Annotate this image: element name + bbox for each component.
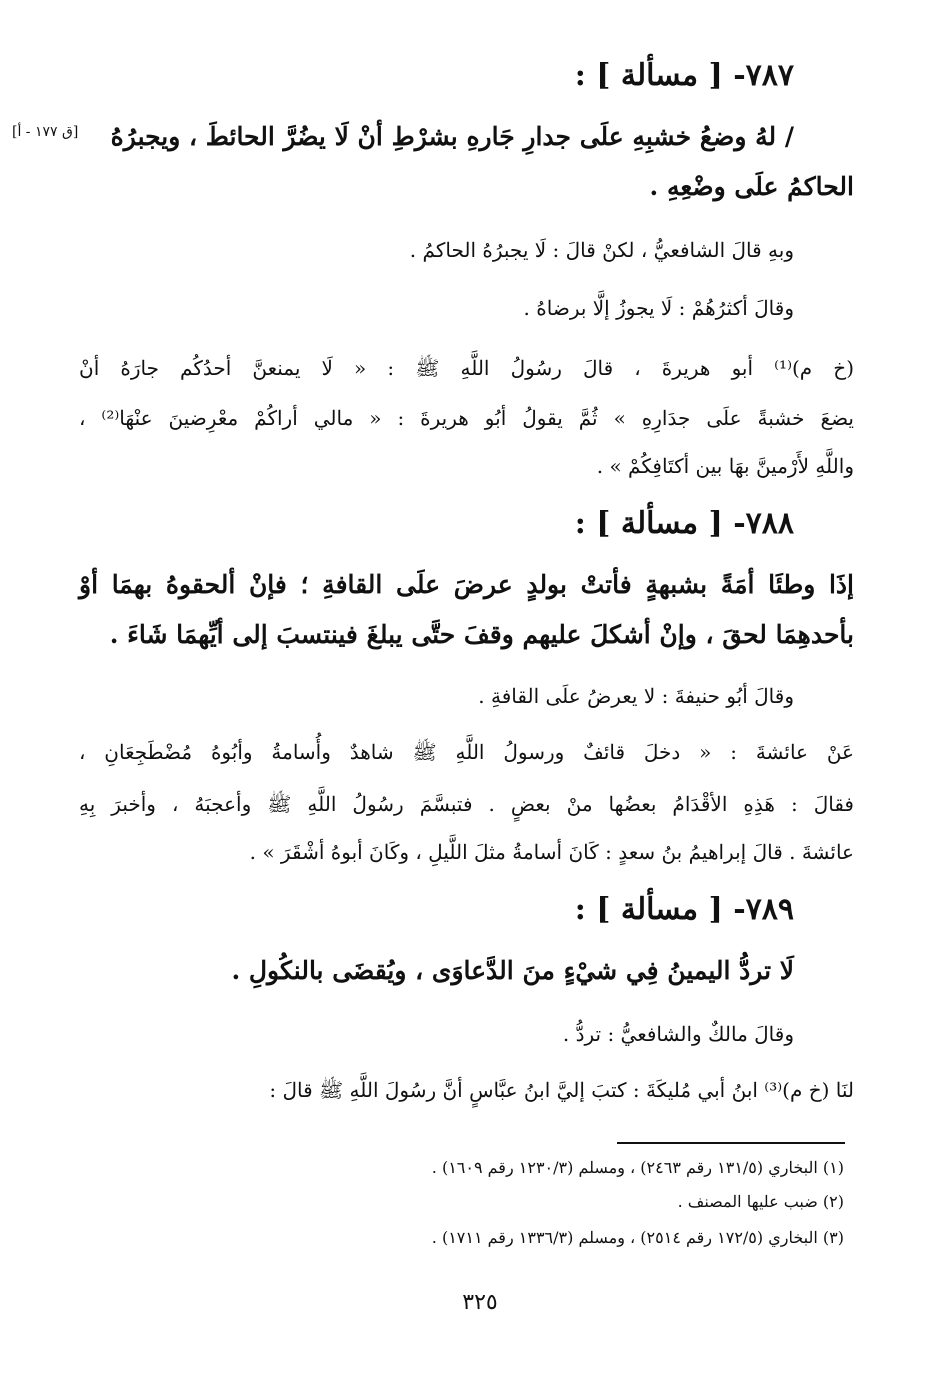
- issue-789-heading: ٧٨٩- [ مسألة ] :: [574, 892, 794, 927]
- issue-787-paragraph-1: وبهِ قالَ الشافعيُّ ، لكنْ قالَ : لَا يجبرُهُ الحاكمُ .: [409, 238, 794, 262]
- issue-787-matn-line-1: / لهُ وضعُ خشبِهِ علَى جدارِ جَارهِ بشرْطِ أنْ لَا يضُرَّ الحائطَ ، ويجبرُهُ: [110, 122, 794, 151]
- issue-789-paragraph-1: وقالَ مالكٌ والشافعيُّ : تردُّ .: [562, 1022, 794, 1046]
- issue-787-hadith-line-1: (خ م)⁽¹⁾ أبو هريرةَ ، قالَ رسُولُ اللَّهِ ﷺ : « لَا يمنعنَّ أحدُكُم جارَهُ أنْ: [79, 356, 854, 380]
- issue-788-heading: ٧٨٨- [ مسألة ] :: [574, 506, 794, 541]
- issue-787-hadith-line-2: يضعَ خشبةً علَى جدَارِهِ » ثُمَّ يقولُ أبُو هريرةَ : « مالي أراكُمْ معْرِضينَ عنْهَا⁽²⁾ ،: [79, 406, 854, 430]
- issue-787-heading: ٧٨٧- [ مسألة ] :: [574, 58, 794, 93]
- issue-789-hadith-line-1: لنَا (خ م)⁽³⁾ ابنُ أبي مُليكَةَ : كتبَ إليَّ ابنُ عبَّاسٍ أنَّ رسُولَ اللَّهِ ﷺ قالَ :: [269, 1078, 854, 1102]
- issue-788-hadith-line-2: فقالَ : هَذِهِ الأقْدَامُ بعضُها منْ بعضٍ . فتبسَّمَ رسُولُ اللَّهِ ﷺ وأعجبَهُ ، وأخبرَ بِهِ: [79, 792, 854, 816]
- footnote-2: (٢) ضبب عليها المصنف .: [677, 1192, 844, 1211]
- issue-788-matn-line-2: بأحدهِمَا لحقَ ، وإنْ أشكلَ عليهم وقفَ حتَّى يبلغَ فينتسبَ إلى أيِّهمَا شَاءَ .: [109, 620, 854, 649]
- footnote-1: (١) البخاري (١٣١/٥ رقم ٢٤٦٣) ، ومسلم (١٢٣٠/٣ رقم ١٦٠٩) .: [431, 1158, 844, 1177]
- issue-787-paragraph-2: وقالَ أكثرُهُمْ : لَا يجوزُ إلَّا برضاهُ .: [523, 296, 794, 320]
- footnote-3: (٣) البخاري (١٧٢/٥ رقم ٢٥١٤) ، ومسلم (١٣٣٦/٣ رقم ١٧١١) .: [431, 1228, 844, 1247]
- page-number: ٣٢٥: [462, 1290, 498, 1315]
- issue-787-matn-line-2: الحاكمُ علَى وضْعِهِ .: [649, 172, 854, 201]
- issue-788-paragraph-1: وقالَ أبُو حنيفةَ : لا يعرضُ علَى القافةِ .: [478, 684, 794, 708]
- issue-789-matn-line-1: لَا تردُّ اليمينُ فِي شيْءٍ منَ الدَّعاوَى ، ويُقضَى بالنكُولِ .: [231, 956, 794, 985]
- issue-788-hadith-line-3: عائشةَ . قالَ إبراهيمُ بنُ سعدٍ : كَانَ أسامةُ مثلَ اللَّيلِ ، وكَانَ أبوهُ أشْقَرَ » .: [249, 840, 854, 864]
- issue-788-hadith-line-1: عَنْ عائشةَ : « دخلَ قائفٌ ورسولُ اللَّهِ ﷺ شاهدٌ وأُسامةُ وأبُوهُ مُضْطَجِعَانِ ،: [79, 740, 854, 764]
- manuscript-folio-reference: [ق ١٧٧ - أ]: [12, 124, 79, 140]
- issue-787-hadith-line-3: واللَّهِ لأَرْمينَّ بهَا بين أكتَافِكُمْ » .: [596, 454, 854, 478]
- footnote-separator: [617, 1142, 845, 1144]
- issue-788-matn-line-1: إذَا وطئَا أمَةً بشبهةٍ فأتتْ بولدٍ عرضَ علَى القافةِ ؛ فإنْ ألحقوهُ بهمَا أوْ: [79, 570, 854, 599]
